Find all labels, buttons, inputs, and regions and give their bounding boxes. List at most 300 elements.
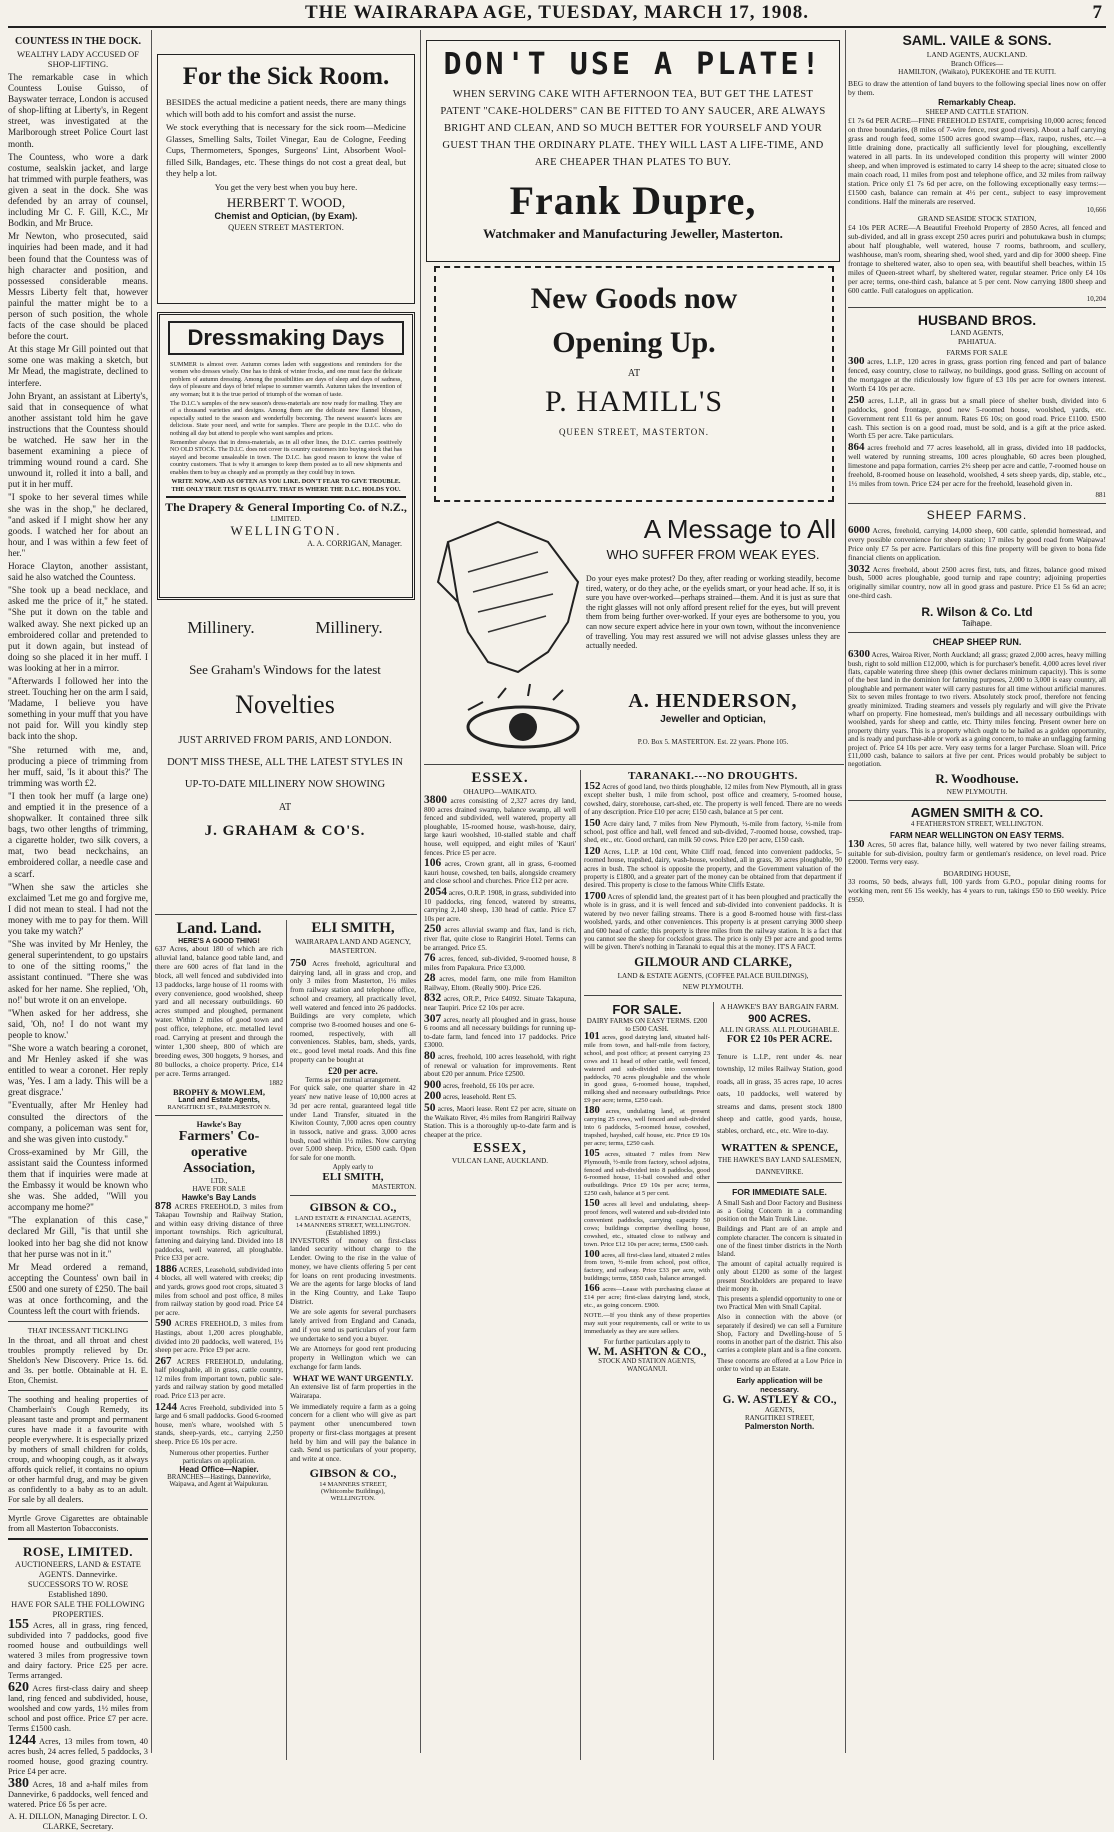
countess-p9: "Afterwards I followed her into the street. Touching her on the arm I said, 'Madame, I believe you have something in your muff that you have not paid for. Will you kindly step back into the shop. [8, 675, 148, 742]
listing [424, 796, 576, 857]
listing [8, 1733, 148, 1777]
rose-sub2: SUCCESSORS TO W. ROSE [27, 1580, 129, 1590]
listing-text: Acres first-class dairy and sheep land, ring fenced and subdivided, house, woolshed and cow yards, 1½ miles from school and post office. Price £7 per acre. Terms £1500 cash. [8, 1684, 148, 1734]
listing-text: acres all level and undulating, sheep-proof fences, well watered and sub-divided into convenient paddocks, carrying capacity 50 cows; buildings comprise dwelling house, cowshed, etc., situated close to railway and town. Price £12 10s per acre; terms, £500 cash. [584, 1201, 710, 1248]
countess-p19: Mr Mead ordered a remand, accepting the Countess' own bail in £500 and one surety of £250. The bail was at once forthcoming, and the Countess left the court with friends. [8, 1261, 148, 1317]
dupre-title: DON'T USE A PLATE! [443, 47, 823, 82]
agmen-board: BOARDING HOUSE, [943, 869, 1011, 879]
dic-limited: LIMITED. [270, 514, 302, 523]
vaile-cheap: Remarkably Cheap. [938, 97, 1016, 108]
listing [584, 844, 842, 890]
eli-terms: Terms as per mutual arrangement. [305, 1076, 401, 1085]
dressmaking-p3: Remember always that in dress-materials, as in all other lines, the D.I.C. carries positively NO OLD STOCK. The D.I.C. does not cover its country customers into buying stock that has stayed and become unsaleable in town. The D.I.C. has good reason to know the value of country customers. That is why it arranges to keep them posted as to all new shipments and enables them to buy as cheaply and as promptly as they could buy in town. [170, 439, 402, 476]
henderson-name: A. HENDERSON, [628, 690, 798, 712]
vaile-ref2: 10,204 [1086, 295, 1106, 304]
henderson-role: Jeweller and Optician, [660, 714, 766, 725]
agmen-title: AGMEN SMITH & CO. [910, 804, 1044, 820]
hamill-at: AT [627, 368, 641, 379]
vaile-branch2: HAMILTON, (Waikato), PUKEKOHE and TE KUITI. [898, 68, 1056, 76]
listing [848, 357, 1106, 394]
listing-number: 864 [848, 441, 865, 454]
countess-p5: John Bryant, an assistant at Liberty's, said that in consequence of what another assistant told him he gave instructions that the Countess should be watched. He saw her in the basement examining a piece of trimming wound round a card. She unwound it, rolled it into a ball, and put it in her muff. [8, 390, 148, 490]
divider [8, 1321, 148, 1322]
henderson-foot: P.O. Box 5. MASTERTON. Est. 22 years. Phone 105. [637, 738, 789, 746]
vaile-branch: Branch Offices— [950, 59, 1004, 68]
sheep-farms-title: SHEEP FARMS. [926, 507, 1028, 522]
bargain-t2: 900 ACRES. [748, 1013, 811, 1025]
henderson-ad [424, 508, 844, 762]
essex-ad [424, 770, 576, 1165]
countess-p1: The remarkable case in which Countess Louise Guisso, of Bayswater terrace, London is accused of shop-lifting at Liberty's, in Regent street, was investigated at the Marlborough street Police Court last month. [8, 72, 148, 149]
dressmaking-title-box [168, 321, 404, 355]
countess-p12: "When she saw the articles she exclaimed 'Let me go and forgive me, I did not mean to steal. I had not the money with me to pay for them. Will you take my watch?' [8, 881, 148, 937]
listing [155, 1319, 283, 1354]
millinery-titles [157, 618, 413, 638]
eli-apply: Apply early to [332, 1162, 374, 1171]
listing-number: 180 [584, 1105, 600, 1117]
listing-number: 300 [848, 355, 865, 368]
listing [155, 1400, 283, 1447]
wratten-name: WRATTEN & SPENCE, [721, 1141, 838, 1154]
sick-room-ad [157, 54, 415, 304]
astley-early: Early application will be necessary. [736, 1375, 823, 1394]
rose-listings [8, 1617, 149, 1810]
gibson-text-2 [290, 1383, 416, 1463]
listing [424, 974, 576, 992]
listing-text: Acre dairy land, 7 miles from New Plymouth, ½-mile from factory, ½-mile from school, post office and hall, well fenced and sub-divided, 7-roomed house, cowshed, trap-shed, etc., etc. Good orchard, can milk 50 cows. Price £20 per acre, £150 cash. [584, 819, 842, 845]
husband-city: PAHIATUA. [957, 337, 997, 347]
land-title: Land. Land. [176, 920, 262, 937]
taranaki-agent: GILMOUR AND CLARKE, [634, 953, 792, 969]
sick-room-addr: QUEEN STREET MASTERTON. [228, 223, 344, 232]
column-divider [151, 30, 152, 1753]
vaile-intro: BEG to draw the attention of land buyers to the following special lines now on offer by them. [848, 79, 1106, 98]
countess-p6: "I spoke to her several times while she was in the shop," he declared, "and asked if I might show her any goods. I watched her for about an hour, and I was within a few feet of her." [8, 492, 148, 558]
listing-number: 28 [424, 972, 436, 985]
millinery-at: AT [278, 802, 292, 813]
ashton-further: For further particulars apply to [603, 1337, 691, 1346]
listing [155, 1199, 283, 1263]
listing [584, 1107, 710, 1148]
gibson-addr2: 14 MANNERS STREET, [319, 1480, 387, 1488]
listing [584, 1147, 710, 1198]
dressmaking-ad [157, 312, 415, 600]
land-ad [155, 920, 283, 1488]
hamill-line2: Opening Up. [552, 326, 716, 359]
countess-p8: "She took up a bead necklace, and asked me the price of it," he stated. "She put it down on the table and walked away. She next picked up an embroidered collar and pretended to put it down again, but instead of doing so she placed it in her muff. I was looking at her in a mirror. [8, 585, 148, 673]
countess-article [8, 72, 148, 1317]
henderson-title: A Message to All [643, 514, 836, 544]
listing-number: 166 [584, 1283, 600, 1295]
listing-text: ACRES FREEHOLD, 3 miles from Takapau Township and Railway Station, and within easy driving distance of three important townships. Rich agricultural, fattening and dairying land. Divided into 18 paddocks, well watered, all ploughable. Price £33 per acre. [155, 1202, 283, 1263]
eli-text2: For quick sale, one quarter share in 42 years' new native lease of 10,000 acres at 3d per acre rental, guaranteed legal title under Land Transfer, situated in the Kiwiton County, 7,000 acres open country in tussock, native and grass. 3,000 acres bush, road within 1½ miles. Now carrying over 5,000 sheep. Price, £500 cash. Open for sale for one month. [290, 1084, 416, 1163]
listing-text: acres, Maori lease. Rent £2 per acre, situate on the Waikato River, 4½ miles from Rangiriri Railway Station. This is a thoroughly up-to-date farm and is cheaper at the price. [424, 1105, 577, 1139]
gibson-p2: We are sole agents for several purchasers lately arrived from England and Canada, and if you send us particulars of your farm we undertake to send you a buyer. [290, 1308, 416, 1343]
pointing-hand-illustration [428, 512, 588, 756]
countess-p13: "She was invited by Mr Henley, the general superintendent, to go upstairs to one of the sitting rooms," the assistant continued. "There she was asked for her name. She replied, 'Oh, no!' but wrote it on an envelope. [8, 939, 148, 1005]
rose-sub1: AUCTIONEERS, LAND & ESTATE AGENTS. Dannevirke. [15, 1560, 141, 1580]
listing-text: acres, model farm, one mile from Hamilton Railway, Eltom. (Really 900). Price £26. [424, 975, 576, 992]
listing-text: Acres, 18 and a-half miles from Dannevirke, 6 paddocks, well fenced and watered. Price £6 5s per acre. [8, 1780, 149, 1810]
astley-p3: The amount of capital actually required is only about £1200 as some of the largest present Stockholders are prepared to leave their money in. [717, 1261, 842, 1293]
vaile-p2: £4 10s PER ACRE—A Beautiful Freehold Property of 2850 Acres, all fenced and sub-divided, and all in grass except 250 acres puriri and pohutukawa bush in clumps; about half ploughable, well watered, house 7 rooms, bathroom, and scullery, washhouse, man's room, shearing shed, wool shed, yard and dip for 3000 sheep. Fine frontage to sheltered water, also to open sea, with beautiful shell beaches, within 15 miles of Queen-street wharf, by sheltered water, regular steamer. Price only £4 10s per acre; terms, one-third cash, balance at 5 per cent. Now carrying 1800 sheep and 600 cattle. Full catalogues on application. [848, 223, 1106, 296]
listing-number: 106 [424, 857, 442, 870]
vaile-p1: £1 7s 6d PER ACRE—FINE FREEHOLD ESTATE, comprising 10,000 acres; fenced on three boundaries, (8 miles of 7-wire fence, rest good rivers). About a half carrying grass and rough feed, some 1500 acres good swamp—flax, raupo, rushes, etc.—a little draining done, practically all sufficiently level for ploughing, excellently watered in all parts. In its undeveloped condition this property will winter 2000 sheep, and when improved is estimated to carry 14 sheep to the acre; situated close to main coach road, 11 miles from post and telephone office, and 32 miles from railway station. Price only £1 7s 6d per acre, on the following exceptionally easy terms:—£1500 cash, balance can remain at 4½ per cent., subject to easy improvement conditions. Half the minerals are reserved. [848, 116, 1106, 207]
listing [155, 1354, 283, 1401]
listing-text: acres, Crown grant, all in grass, 6-roomed kauri house, cowshed, ten bails, alongside creamery and close school and churches. Price £12 per acre. [424, 860, 576, 886]
listing-text: Acres, 13 miles from town, 40 acres bush, 24 acres felled, 5 paddocks, 3 roomed house, good grazing country. Price £4 per acre. [8, 1737, 148, 1777]
dressmaking-title: Dressmaking Days [187, 325, 385, 350]
listing [424, 1078, 576, 1091]
vaile-title: SAML. VAILE & SONS. [902, 32, 1052, 48]
page-number: 7 [1092, 2, 1102, 23]
vaile-sheep: SHEEP AND CATTLE STATION. [925, 107, 1029, 117]
dupre-ad [426, 40, 840, 262]
taranaki-ad [584, 770, 842, 1431]
wilson-city: Taihape. [961, 619, 993, 629]
millinery-title-1: Millinery. [187, 618, 255, 637]
masthead-rule [8, 26, 1106, 28]
dic-city: WELLINGTON. [230, 522, 342, 538]
eli-smith-ad [290, 920, 416, 1502]
listing-number: 120 [584, 844, 601, 857]
agmen-sub: 4 FEATHERSTON STREET, WELLINGTON. [910, 819, 1044, 828]
astley-addr: RANGITIKEI STREET, [744, 1413, 815, 1422]
column-4 [848, 30, 1106, 1755]
hawkes-h5: Hawke's Bay Lands [181, 1192, 257, 1202]
listing [848, 650, 1106, 769]
gibson-name: GIBSON & CO., [309, 1465, 397, 1480]
tickling-heading: THAT INCESSANT TICKLING [27, 1326, 129, 1336]
listing [424, 1092, 576, 1102]
gibson-p3: We are Attorneys for good rent producing property in Wellington which we can exchange for farm lands. [290, 1345, 416, 1371]
agmen-listing [848, 837, 1106, 867]
listing [848, 393, 1106, 442]
listing [848, 562, 1106, 602]
ashton-listings [584, 1033, 710, 1336]
dupre-text: WHEN SERVING CAKE WITH AFTERNOON TEA, BUT GET THE LATEST PATENT "CAKE-HOLDERS" CAN BE FITTED TO ANY SAUCER, ARE ALWAYS BRIGHT AND CLEAN, AND SO MUCH BETTER FOR YOURSELF AND YOUR GUEST THAN THE ORDINARY PLATE. THEY WILL LAST A LIFE-TIME, AND ARE CHEAPER THAN PLATES TO BUY. [440, 89, 826, 168]
land-ref: 1882 [269, 1078, 283, 1087]
dic-company: The Drapery & General Importing Co. of N.Z., [165, 499, 407, 514]
run-listing [848, 650, 1106, 769]
gibson-p1: INVESTORS of money on first-class landed security without charge to the Lender. Owing to the rise in the value of money, we have clients offering 5 per cent for loans on rent producing investments. We are the agents for large blocks of land in the King Country, and Lake Taupo District. [290, 1236, 416, 1306]
agmen-text2: 33 rooms, 50 beds, always full, 100 yards from G.P.O., popular dining rooms for working men, rent £6 15s weekly, has 4 years to run, takings £50 to £60 weekly. Price £950. [848, 877, 1106, 904]
listing-text: Acres, all in grass, ring fenced, subdivided into 7 paddocks, good five roomed house and outbuildings well watered 3 miles from progressive town and dairy factory. Price £25 per acre. Terms arranged. [8, 1621, 148, 1681]
sheep-farms-listings [848, 523, 1106, 601]
husband-title: HUSBAND BROS. [917, 312, 1037, 329]
listing-number: 101 [584, 1031, 600, 1042]
henderson-text: Do your eyes make protest? Do they, after reading or working steadily, become tired, watery, or do they ache, or the eyelids smart, or your head ache. If so, it is sure you have over-worked—perhaps strained—them. And it is just as sure that the right glasses will not only afford present relief for the eyes, but will prevent them from being further over-worked. If your eyes are bothersome to you, you can now secure expert advice here in your own town, without the inconvenience of travelling. You may rest assured we will not advise glasses unless they are actually needed. [586, 574, 840, 651]
listing-text: Acres, Wairoa River, North Auckland; all grass; grazed 2,000 acres, heavy milling bush, right to sold million £12,000, which is for purchaser's benefit. 4,000 acres level river flats, capable watering three sheep (this owner declares minimum capacity). This is some of the best land in the dominion for fattening purposes, 2,000 to 3,000 is easy country, all ploughable and permanent water will carry pastures for all time without artificial manures. Six to seven miles frontage to two rivers. Absolutely stock proof, therefore not fencing greatly minimized. Trading steamers and vessels ply regularly and will give the Private wharf on property. Fine homestead, men's buildings and all necessary outbuildings with woolshed, yards for sheep and cattle, etc. Thirty miles fencing. Present owner here on property thirty years. This is a property which ought to be hailed as a golden opportunity, and is ready and purchase-able or work as a going concern, to make an unflagging farming project of. Price £4 10s per acre. Very easy terms for a larger Purchase. Sloan will. Price £11,000 cash, balance to sailors at five per cent. Prices would probably be subject to negotiation. [848, 651, 1106, 769]
listing-text: acres, leasehold. Rent £5. [443, 1093, 517, 1102]
listing-number: 832 [424, 992, 442, 1005]
dressmaking-p4: WRITE NOW, AND AS OFTEN AS YOU LIKE. DON'T FEAR TO GIVE TROUBLE. THE ONLY TRUE TEST IS QUALITY. THAT IS WHERE THE D.I.C. HOLDS YOU. [171, 478, 401, 493]
gibson-city: WELLINGTON. [330, 1494, 376, 1502]
ashton-note: NOTE.—If you think any of these properties may suit your requirements, call or write to us immediately as they are sure sellers. [584, 1311, 710, 1335]
listing-number: 250 [424, 923, 442, 936]
listing-text: ACRES FREEHOLD, undulating, half ploughable, all in grass, cattle country, 12 miles from important town, public sale-yards and railway station by good metalled road. Price £13 per acre. [155, 1357, 283, 1401]
listing-text: Acres of splendid land, the greatest part of it has been ploughed and practically the whole is in grass, and it is well fenced and sub-divided into convenient paddocks. It is watered by two never failing streams. There is a good 8-roomed house with first-class woolshed, yards, and other conveniences. This property is at present carrying 3000 sheep and 600 head of cattle; this property is three miles from the railway station. It is a fact that you cannot see the sheep for cocksfoot grass. The price is only £9 per acre and good terms will be given. There's nothing in Taranaki to equal this at the money. IT'S A FACT. [584, 892, 842, 952]
listing-number: 6300 [848, 648, 870, 661]
listing-number: 750 [290, 957, 307, 969]
millinery-name: J. GRAHAM & CO'S. [204, 823, 366, 839]
hawkes-h1: Hawke's Bay [196, 1119, 242, 1129]
listing [848, 523, 1106, 563]
listing-text: acres, freehold, £6 10s per acre. [443, 1081, 535, 1090]
listing-number: 307 [424, 1012, 442, 1025]
gibson-sub: LAND ESTATE & FINANCIAL AGENTS, [295, 1214, 411, 1222]
listing [424, 885, 576, 923]
land-text: 637 Acres, about 180 of which are rich alluvial land, balance good table land, and there are 600 acres of flat land in the block, all well fenced and subdivided into 13 paddocks, large house of 11 rooms with every convenience, good woolshed, sheep yard and all necessary outbuildings. 60 acres stumped and ploughed, permanent water. Within 2 miles of good town and post office, telephone, etc. metalled level road. Carrying at present and through the winter 1,300 sheep, 800 of which are breeding ewes, 300 hoggets, 9 horses, and 80 bullocks, a choice property. Price, £14 per acre. Terms arranged. [155, 944, 283, 1078]
listing-text: Acres freehold, agricultural and dairying land, all in grass and crop, and only 3 miles from Masterton, 1½ miles from railway station and telephone office, school and creamery, all practically level, well watered and fenced into 26 paddocks. Buildings are very complete, which comprise two 8-roomed houses and one 6-roomed, respectively, with all conveniences. Stables, barn, sheds, yards, etc., good level metal roads. And this fine property can be bought at [290, 960, 416, 1064]
hawkes-h3: LTD., [210, 1176, 228, 1185]
woodhouse-name: R. Woodhouse. [935, 770, 1019, 786]
sick-room-text [158, 97, 414, 193]
land-sub: HERE'S A GOOD THING! [178, 938, 260, 945]
millinery-line2: JUST ARRIVED FROM PARIS, AND LONDON. DON'T MISS THESE, ALL THE LATEST STYLES IN UP-TO-DATE MILLINERY NOW SHOWING [167, 735, 403, 790]
dressmaking-text [160, 361, 412, 493]
bargain-text: Tenure is L.I.P., rent under 4s. near township, 12 miles Railway Station, good roads, all in grass, 35 acres rape, 10 acres oats, 10 paddocks, well watered by streams and dams, present stock 1800 sheep and cattle, good yards, house, stables, orchard, etc., etc. Wire to-day. [717, 1052, 842, 1136]
listing [584, 1248, 710, 1284]
listing [8, 1680, 148, 1734]
gibson-addr3: (Whitcombe Buildings), [320, 1487, 386, 1495]
countess-p3: Mr Newton, who prosecuted, said inquiries had been made, and it had been found that the Countess was of high character and position, and possessed considerable means. Messrs Liberty felt that, however painful the matter might be to a person of such position, the whole facts of the case should be placed before the court. [8, 231, 148, 342]
listing-number: 900 [424, 1078, 442, 1091]
ashton-name: W. M. ASHTON & CO., [587, 1345, 707, 1358]
ashton-city: WANGANUI. [626, 1364, 668, 1373]
listing [424, 1012, 576, 1050]
essex-sub: OHAUPO—WAIKATO. [463, 787, 537, 796]
eli-sub: WAIRARAPA LAND AND AGENCY, MASTERTON. [295, 937, 411, 955]
hawkes-branches: BRANCHES—Hastings, Dannevirke, Waipawa, and Agent at Waipukurau. [167, 1473, 271, 1488]
listing [584, 1200, 710, 1248]
taranaki-agent3: NEW PLYMOUTH. [682, 981, 744, 991]
listing-text: acres, good dairying land, situated half-mile from town, and half-mile from factory, school, and post office; at present carrying 23 cows and 11 head of other cattle, well fenced, watered and sub-divided into convenient paddocks, 70 acres ploughable and the whole in good grass, 6-roomed house, trapshed, milking shed and necessary outbuildings. Price £9 per acre; terms, £250 cash. [584, 1034, 710, 1105]
countess-p4: At this stage Mr Gill pointed out that some one was making a sketch, but Mr Mead, the magistrate, declined to interfere. [8, 344, 148, 388]
taranaki-agent2: LAND & ESTATE AGENTS, (COFFEE PALACE BUILDINGS), [617, 971, 809, 980]
husband-sub: LAND AGENTS, [950, 328, 1004, 338]
essex-addr: VULCAN LANE, AUCKLAND. [451, 1157, 549, 1166]
countess-p2: The Countess, who wore a dark costume, sealskin jacket, and large hat trimmed with purple feathers, was given a seat in the dock. She was defended by an array of counsel, including Mr C. F. Gill, K.C., Mr Bodkin, and Mr Bruce. [8, 151, 148, 229]
eye-pupil [509, 713, 537, 741]
rose-sub4: HAVE FOR SALE THE FOLLOWING PROPERTIES. [11, 1600, 145, 1620]
astley-agents: AGENTS, [764, 1405, 795, 1414]
listing-number: 878 [155, 1199, 172, 1212]
listing [424, 859, 576, 886]
eli-title: ELI SMITH, [311, 920, 395, 936]
listing-number: 100 [584, 1248, 600, 1260]
listing [290, 959, 416, 1064]
listing-text: acres freehold and 77 acres leasehold, all in grass, divided into 18 paddocks, well watered by running streams, 100 acres ploughable, 60 acres been ploughed, limestone and papa formation, carries 2½ sheep per acre and cattle, 7-roomed house on freehold, 8-roomed house on leasehold, woolshed, 4 sets sheep yards, dip, stable, etc., 1½ miles from town. Price £24 per acre for the freehold, leasehold given in. [848, 443, 1106, 488]
dressmaking-p2: The D.I.C.'s samples of the new season's dress-materials are now ready for mailing. They are of a thousand varieties and designs. Among them are the delicate new flannel blouses, especially suited to the season and wonderfully becoming. The newest season's laces are delicious. State your need, and write for samples. There are people in the D.I.C. who do nothing all day but attend to people who want samples and prices. [170, 400, 402, 437]
ashton-sub: DAIRY FARMS ON EASY TERMS. £200 to £500 CASH. [586, 1017, 708, 1033]
listing [424, 1104, 576, 1139]
listing-number: 76 [424, 952, 436, 965]
astley-p5: Also in connection with the above (or separately if desired) we can sell a Furniture Shop, Factory and Dwelling-house of 5 rooms in another part of the district. This also carries a complete plant and is a fine concern. [717, 1314, 842, 1355]
listing-number: 380 [8, 1776, 29, 1792]
listing-number: 3800 [424, 794, 447, 806]
myrtle-text: Myrtle Grove Cigarettes are obtainable from all Masterton Tobacconists. [8, 1514, 148, 1534]
listing-number: 3032 [848, 562, 870, 575]
astley-name: G. W. ASTLEY & CO., [722, 1393, 837, 1406]
listing-text: Acres of good land, two thirds ploughable, 12 miles from New Plymouth, all in grass except shelter bush, 1 mile from school, post office and creamery, 5-roomed house, cowshed, dairy, storehouse, cart-shed, etc. The property is well fenced. There are no weeds of any description. Price £10 per acre; £150 cash, balance at 5 per cent. [584, 783, 842, 817]
bargain-t3: ALL IN GRASS. ALL PLOUGHABLE. [719, 1025, 840, 1034]
eli-name: ELI SMITH, [322, 1170, 384, 1183]
listing [584, 1033, 710, 1105]
hawkes-h2: Farmers' Co-operative Association, [178, 1128, 260, 1176]
vaile-ref1: 10,666 [1086, 206, 1106, 215]
wratten-sub: THE HAWKE'S BAY LAND SALESMEN, DANNEVIRKE. [717, 1155, 842, 1176]
listing-number: 1886 [155, 1262, 177, 1275]
column-divider [845, 30, 846, 1753]
dupre-name: Frank Dupre, [509, 178, 757, 223]
gibson-want: WHAT WE WANT URGENTLY. [292, 1373, 414, 1384]
countess-p11: "I then took her muff (a large one) and emptied it in the presence of a shopwalker. It contained three silk bags, two other lengths of trimming, a cigarette holder, two silk covers, a mat, two bead neckchains, an embroidered collar, a needle case and a scarf. [8, 790, 148, 879]
listing [424, 1052, 576, 1079]
essex-listings [424, 796, 576, 1139]
sick-room-title: For the Sick Room. [182, 63, 390, 90]
dressmaking-p1: SUMMER is almost over. Autumn comes laden with suggestions and reminders for the women who dresses wisely. One has to think of winter frocks, and one must face the delicate problem of autumn dressing. Among the possibilities are days of sleep and days of sadness, days of pleasure and days of brief relapse to summer warmth. Autumn takes the invention of any woman; but it is the true period of triumph of the woman of taste. [170, 361, 402, 398]
millinery-line1: See Graham's Windows for the latest [189, 662, 381, 677]
husband-listings [848, 357, 1106, 489]
hamill-ad [434, 266, 834, 502]
divider [8, 1390, 148, 1391]
ashton-ad [584, 1002, 710, 1373]
listing-text: ACRES FREEHOLD, 3 miles from Hastings, about 1,200 acres ploughable, divided into 20 paddocks, well watered, 1½ sheep per acre. Price £9 per acre. [155, 1320, 283, 1355]
bargain-t1: A HAWKE'S BAY BARGAIN FARM. [720, 1002, 839, 1011]
listing [584, 889, 842, 952]
listing-number: 155 [8, 1617, 29, 1633]
hawkes-office: Head Office—Napier. [179, 1464, 259, 1474]
gibson-est: (Established 1899.) [325, 1228, 381, 1237]
astley-p4: This presents a splendid opportunity to one or two Practical Men with Small Capital. [717, 1296, 842, 1312]
listing-text: acres, L.I.P., all in grass but a small piece of shelter bush, divided into 6 paddocks, good frontage, good new 5-roomed house, woolshed, yards, etc. Government rent £11 6s per annum. Rates £6 10s; on good road. Price £1100. £500 cash. This section is on a good road, must be sold, and is a gift at the price asked. Worth £5 per acre. Take particulars. [848, 395, 1106, 441]
listing-number: 50 [424, 1102, 436, 1114]
sick-room-name: HERBERT T. WOOD, [226, 195, 346, 210]
astley-text [717, 1200, 842, 1374]
listing-text: acres, freehold, 100 acres leasehold, with right of renewal or valuation for improvements. Rent about £20 per annum. Price £2500. [424, 1053, 576, 1079]
listing-number: 200 [424, 1090, 442, 1103]
taranaki-listings [584, 782, 842, 952]
astley-title: FOR IMMEDIATE SALE. [732, 1186, 827, 1197]
eli-city: MASTERTON. [372, 1182, 416, 1191]
listing-text: acres, all first-class land, situated 2 miles from town, ½-mile from school, post office, factory, and railway. Price £33 per acre, with buildings; terms, £850 cash, balance arranged. [584, 1251, 710, 1283]
hamill-name: P. HAMILL'S [544, 385, 724, 418]
sick-room-p2: We stock everything that is necessary for the sick room—Medicine Glasses, Smelling Salts, Toilet Vinegar, Eau de Cologne, Feeding Cups, Thermometers, Sponges, Surgeons' Lint, Absorbent Wool-filled Silk, Bandages, etc. These things do not cost a great deal, but they help a lot. [166, 122, 406, 178]
ashton-sub2: STOCK AND STATION AGENTS, [598, 1357, 696, 1365]
listing [848, 837, 1106, 867]
listing-number: 130 [848, 837, 865, 850]
listing-number: 620 [8, 1680, 29, 1696]
sick-room-p3: You get the very best when you buy here. [214, 181, 358, 192]
listing-text: acres, undulating land, at present carrying 25 cows, well fenced and sub-divided into 6 paddocks, 5-roomed house, cowshed, trapshed, hayshed, calf house, etc. Price £9 10s per acre; terms, £250 cash. [584, 1108, 710, 1147]
hawkes-h4: HAVE FOR SALE [192, 1184, 246, 1193]
millinery-novelties: Novelties [235, 690, 335, 719]
listing-number: 1244 [155, 1400, 177, 1413]
listing-number: 1700 [584, 889, 606, 902]
gibson-p5: We immediately require a farm as a going concern for a client who will give as part payment other unencumbered town property or first-class mortgages at present held by him and will pay the balance in cash. Send us particulars of your property, and write at once. [290, 1402, 416, 1463]
hamill-line1: New Goods now [530, 282, 738, 315]
listing-number: 1244 [8, 1733, 36, 1749]
taranaki-title: TARANAKI.---NO DROUGHTS. [628, 770, 798, 782]
hawkes-foot: Numerous other properties. Further particulars on application. [169, 1448, 269, 1465]
listing-text: Acres, 50 acres flat, balance hilly, well watered by two never failing streams, suitable for sub-division, poultry farm or gentleman's residence, on level road. Price £2000. Terms very easy. [848, 839, 1106, 867]
countess-p17: Cross-examined by Mr Gill, the assistant said the Countess informed them that if inquiries were made at the Embassy it would be known who she was. She added, "Will you accompany me home?" [8, 1146, 148, 1213]
millinery-title-2: Millinery. [315, 618, 383, 637]
listing-number: 250 [848, 393, 865, 406]
bargain-t4: FOR £2 10s PER ACRE. [726, 1034, 833, 1045]
henderson-sub: WHO SUFFER FROM WEAK EYES. [606, 547, 820, 562]
listing [424, 994, 576, 1012]
listing-number: 267 [155, 1354, 172, 1367]
listing-text: Acres, freehold, carrying 14,000 sheep, 600 cattle, splendid homestead, and every possible convenience for sheep station; 17 miles by good road from Waipawa! Price only £7 5s per acre. Particulars of this fine property will be given to bona fide financial clients on application. [848, 525, 1106, 562]
tickling-text: In the throat, and all throat and chest troubles promptly relieved by Dr. Sheldon's New Discovery. Price 1s. 6d. and 3s. per bottle. Obtainable at H. E. Eton, Chemist. [8, 1336, 148, 1386]
listing-number: 2054 [424, 885, 447, 898]
listing-number: 152 [584, 780, 601, 792]
dic-manager: A. A. CORRIGAN, Manager. [307, 538, 402, 548]
listing-text: ACRES, Leasehold, subdivided into 4 blocks, all well watered with creeks; dip and yards, grows good root crops, situated 3 miles from school and post office, 8 miles from railway station by good road. Price £4 per acre. [155, 1265, 283, 1317]
listing-number: 150 [584, 816, 601, 829]
hamill-addr: QUEEN STREET, MASTERTON. [558, 427, 710, 437]
listing-text: acres consisting of 2,327 acres dry land, 800 acres drained swamp, balance swamp, all well fenced and subdivided, well watered, property all ploughable, 15-roomed house, wash-house, dairy, large kauri woolshed, 10-stalled stable and chaff house, well equipped, and eight miles of 'Kauri' fences. Price £5 per acre. [424, 797, 577, 857]
listing [8, 1617, 148, 1681]
listing [584, 782, 842, 817]
listing-text: acres, situated 7 miles from New Plymouth, ½-mile from factory, school adjoins, fenced and sub-divided into 8 paddocks, good 6-roomed house, 11-bail cowshed and other outbuildings. Price £9 10s per acre; terms, £250 cash, balance at 5 per cent. [584, 1150, 710, 1198]
agmen-farm: FARM NEAR WELLINGTON ON EASY TERMS. [890, 830, 1064, 840]
essex-foot: ESSEX, [473, 1141, 527, 1157]
rose-title: ROSE, LIMITED. [23, 1544, 133, 1560]
essex-title: ESSEX. [471, 770, 529, 786]
listing-number: 150 [584, 1198, 600, 1210]
listing-text: acres, OR.P., Price £4092. Situate Takapuna, near Taupiri. Price £2 10s per acre. [424, 995, 576, 1013]
listing-text: acres—Lease with purchasing clause at £14 per acre; first-class dairying land, stock, etc., as going concern. £900. [584, 1286, 710, 1309]
listing-number: 6000 [848, 523, 870, 536]
run-title: CHEAP SHEEP RUN. [932, 637, 1022, 648]
listing-number: 80 [424, 1050, 436, 1063]
millinery-ad [157, 602, 413, 902]
listing-number: 105 [584, 1147, 600, 1159]
column-divider [420, 30, 421, 1753]
listing-text: acres, nearly all ploughed and in grass, house 6 rooms and all necessary buildings for running up-to-date farm, land fenced into 17 paddocks. Price £3000. [424, 1015, 576, 1050]
husband-ref: 881 [1095, 490, 1106, 499]
countess-p7: Horace Clayton, another assistant, said he also watched the Countess. [8, 561, 148, 583]
listing-text: Acres Freehold, subdivided into 5 large and 6 small paddocks. Good 6-roomed house, men's whare, woolshed with 5 stands, sheep-yards, etc., carrying 2,250 sheep. Price £6 10s per acre. [155, 1403, 283, 1447]
woodhouse-city: NEW PLYMOUTH. [946, 786, 1008, 796]
rose-sub3: Established 1890. [48, 1590, 108, 1600]
countess-subheading: WEALTHY LADY ACCUSED OF SHOP-LIFTING. [17, 49, 139, 69]
divider [8, 1509, 148, 1510]
listing [584, 1285, 710, 1310]
gibson-text [290, 1237, 416, 1372]
listing [424, 954, 576, 972]
listing-text: acres, L.I.P., 120 acres in grass, grass portion ring fenced and part of balance fenced, easy country, close to railway, no buildings, good grass. Selling on account of the mortgagee at the ridiculously low figure of £3 10s per acre for owners interest. Worth £4 10s per acre. [848, 357, 1106, 393]
astley-p2: Buildings and Plant are of an ample and complete character. The concern is situated in one of the finest timber districts in the North Island. [717, 1226, 842, 1259]
listing-text: acres, fenced, sub-divided, 9-roomed house, 8 miles from Papakura. Price £3,000. [424, 955, 576, 972]
column-1 [8, 30, 149, 1832]
gibson-addr: 14 MANNERS STREET, WELLINGTON. [295, 1221, 411, 1229]
land-agent2: Land and Estate Agents, [178, 1096, 260, 1104]
listing-text: acres, O.R.P. 1908, in grass, subdivided into 10 paddocks, ring fenced, watered by streams, carrying 2,140 sheep, 130 head of cattle. Price £7 10s per acre. [424, 888, 576, 923]
countess-p10: "She returned with me, and, producing a piece of trimming from her muff, said, 'Is it about this?' The trimming was worth £2. [8, 744, 148, 788]
countess-p16: "Eventually, after Mr Henley had consulted the directors of the company, a policeman was sent for, and she was given into custody." [8, 1100, 148, 1144]
listing-number: 590 [155, 1317, 172, 1330]
astley-p1: A Small Sash and Door Factory and Business as a Going Concern in a commanding position on the Main Trunk Line. [717, 1199, 842, 1224]
wratten-ad [717, 1002, 842, 1431]
masthead-title: THE WAIRARAPA AGE, TUESDAY, MARCH 17, 1908. [304, 2, 809, 23]
countess-p18: "The explanation of this case," declared Mr Gill, "is that until she looked into her bag she did not know that her purse was not in it." [8, 1215, 148, 1259]
eli-price: £20 per acre. [328, 1066, 378, 1077]
gibson-title: GIBSON & CO., [309, 1199, 397, 1214]
